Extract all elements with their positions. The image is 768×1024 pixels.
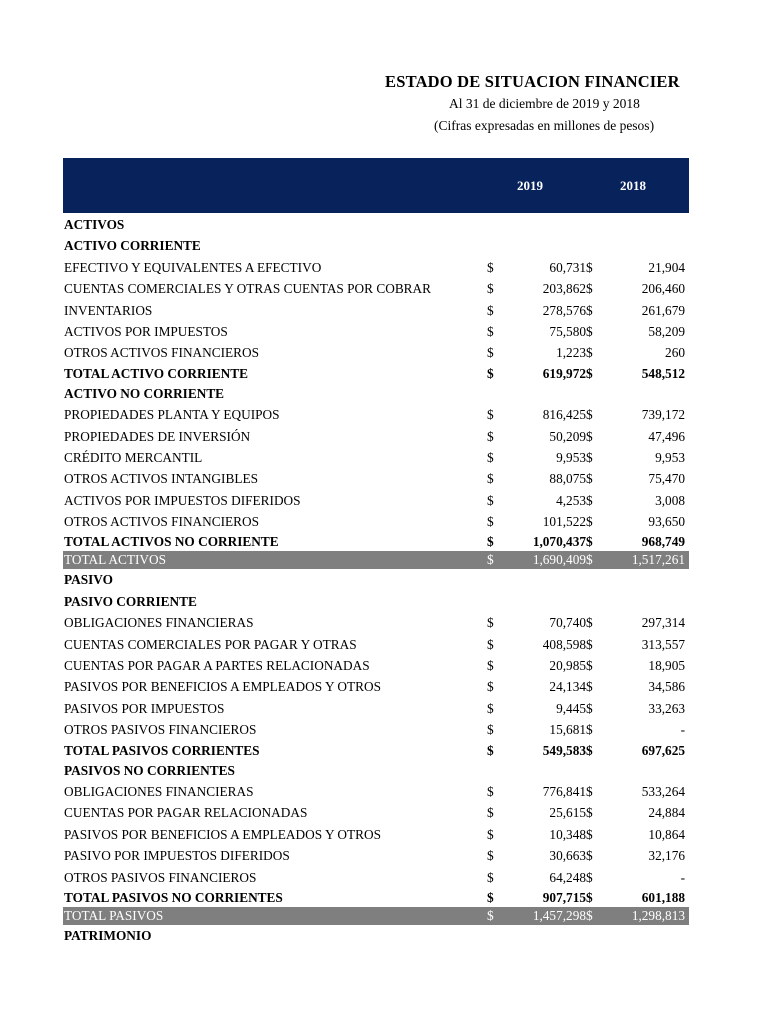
row-label: EFECTIVO Y EQUIVALENTES A EFECTIVO bbox=[64, 259, 322, 275]
row-label: PASIVO POR IMPUESTOS DIFERIDOS bbox=[64, 848, 290, 864]
table-row bbox=[63, 321, 689, 342]
balance-sheet-table bbox=[63, 214, 689, 946]
value-2019: 549,583 bbox=[542, 742, 586, 758]
value-2019: 907,715 bbox=[542, 889, 586, 905]
currency-symbol: $ bbox=[487, 281, 494, 297]
currency-symbol: $ bbox=[586, 514, 593, 530]
row-label: PASIVOS POR IMPUESTOS bbox=[64, 700, 225, 716]
currency-symbol: $ bbox=[586, 889, 593, 905]
value-2019: 10,348 bbox=[549, 826, 586, 842]
value-2018: 10,864 bbox=[648, 826, 685, 842]
document-units: (Cifras expresadas en millones de pesos) bbox=[434, 118, 655, 133]
row-label: OTROS ACTIVOS FINANCIEROS bbox=[64, 345, 260, 361]
currency-symbol: $ bbox=[586, 449, 593, 465]
currency-symbol: $ bbox=[586, 636, 593, 652]
row-label: OBLIGACIONES FINANCIERAS bbox=[64, 615, 254, 631]
currency-symbol: $ bbox=[487, 679, 494, 695]
row-label: OBLIGACIONES FINANCIERAS bbox=[64, 783, 254, 799]
row-label: PASIVO CORRIENTE bbox=[64, 593, 197, 609]
row-label: TOTAL PASIVOS CORRIENTES bbox=[64, 742, 260, 758]
table-row bbox=[63, 569, 689, 590]
table-row bbox=[63, 447, 689, 468]
table-header-bar bbox=[63, 158, 689, 213]
value-2018: 24,884 bbox=[648, 805, 685, 821]
table-row bbox=[63, 741, 689, 760]
row-label: PATRIMONIO bbox=[64, 927, 152, 943]
currency-symbol: $ bbox=[487, 534, 494, 550]
currency-symbol: $ bbox=[586, 805, 593, 821]
row-label: TOTAL ACTIVO CORRIENTE bbox=[64, 365, 248, 381]
value-2018: - bbox=[680, 722, 685, 738]
row-label: CUENTAS COMERCIALES POR PAGAR Y OTRAS bbox=[64, 636, 357, 652]
currency-symbol: $ bbox=[586, 679, 593, 695]
currency-symbol: $ bbox=[586, 365, 593, 381]
value-2018: 1,298,813 bbox=[631, 907, 685, 923]
currency-symbol: $ bbox=[487, 259, 494, 275]
table-row bbox=[63, 300, 689, 321]
currency-symbol: $ bbox=[586, 826, 593, 842]
currency-symbol: $ bbox=[487, 514, 494, 530]
table-row bbox=[63, 278, 689, 299]
currency-symbol: $ bbox=[586, 302, 593, 318]
currency-symbol: $ bbox=[487, 302, 494, 318]
table-row bbox=[63, 214, 689, 235]
currency-symbol: $ bbox=[487, 805, 494, 821]
table-row bbox=[63, 781, 689, 802]
value-2018: 697,625 bbox=[641, 742, 685, 758]
value-2018: 313,557 bbox=[641, 636, 685, 652]
value-2018: 297,314 bbox=[641, 615, 685, 631]
currency-symbol: $ bbox=[487, 471, 494, 487]
currency-symbol: $ bbox=[586, 869, 593, 885]
table-row bbox=[63, 364, 689, 383]
table-row bbox=[63, 925, 689, 946]
value-2019: 9,445 bbox=[556, 700, 586, 716]
table-row bbox=[63, 824, 689, 845]
row-label: PASIVOS POR BENEFICIOS A EMPLEADOS Y OTROS bbox=[64, 679, 381, 695]
value-2018: 58,209 bbox=[648, 323, 685, 339]
row-label: CRÉDITO MERCANTIL bbox=[64, 449, 203, 465]
currency-symbol: $ bbox=[487, 700, 494, 716]
value-2018: 32,176 bbox=[648, 848, 685, 864]
table-row bbox=[63, 235, 689, 256]
table-row bbox=[63, 719, 689, 740]
table-row bbox=[63, 634, 689, 655]
value-2019: 60,731 bbox=[549, 259, 586, 275]
value-2018: 968,749 bbox=[641, 534, 685, 550]
currency-symbol: $ bbox=[586, 658, 593, 674]
value-2018: 548,512 bbox=[641, 365, 685, 381]
table-row bbox=[63, 532, 689, 551]
row-label: OTROS PASIVOS FINANCIEROS bbox=[64, 869, 257, 885]
value-2019: 24,134 bbox=[549, 679, 586, 695]
currency-symbol: $ bbox=[586, 783, 593, 799]
value-2018: 261,679 bbox=[641, 302, 685, 318]
value-2019: 20,985 bbox=[549, 658, 586, 674]
row-label: PASIVOS POR BENEFICIOS A EMPLEADOS Y OTROS bbox=[64, 826, 381, 842]
currency-symbol: $ bbox=[487, 636, 494, 652]
row-label: INVENTARIOS bbox=[64, 302, 153, 318]
value-2019: 1,457,298 bbox=[532, 907, 586, 923]
value-2019: 776,841 bbox=[542, 783, 586, 799]
table-row bbox=[63, 551, 689, 569]
value-2018: 34,586 bbox=[648, 679, 685, 695]
value-2019: 70,740 bbox=[549, 615, 586, 631]
currency-symbol: $ bbox=[586, 407, 593, 423]
table-row bbox=[63, 676, 689, 697]
value-2018: 47,496 bbox=[648, 428, 685, 444]
table-row bbox=[63, 383, 689, 404]
row-label: ACTIVO NO CORRIENTE bbox=[64, 385, 225, 401]
value-2019: 9,953 bbox=[556, 449, 586, 465]
value-2018: 21,904 bbox=[648, 259, 685, 275]
value-2019: 15,681 bbox=[549, 722, 586, 738]
value-2018: 3,008 bbox=[655, 492, 685, 508]
row-label: PASIVO bbox=[64, 572, 113, 588]
table-row bbox=[63, 257, 689, 278]
value-2019: 30,663 bbox=[549, 848, 586, 864]
table-row bbox=[63, 404, 689, 425]
table-row bbox=[63, 490, 689, 511]
value-2019: 4,253 bbox=[556, 492, 586, 508]
value-2019: 101,522 bbox=[542, 514, 586, 530]
value-2019: 64,248 bbox=[549, 869, 586, 885]
table-row bbox=[63, 342, 689, 363]
currency-symbol: $ bbox=[487, 826, 494, 842]
table-row bbox=[63, 845, 689, 866]
currency-symbol: $ bbox=[586, 742, 593, 758]
currency-symbol: $ bbox=[487, 428, 494, 444]
row-label: PROPIEDADES PLANTA Y EQUIPOS bbox=[64, 407, 280, 423]
currency-symbol: $ bbox=[586, 428, 593, 444]
row-label: OTROS PASIVOS FINANCIEROS bbox=[64, 722, 257, 738]
value-2018: - bbox=[680, 869, 685, 885]
currency-symbol: $ bbox=[487, 742, 494, 758]
row-label: TOTAL ACTIVOS NO CORRIENTE bbox=[64, 534, 279, 550]
value-2019: 816,425 bbox=[542, 407, 586, 423]
table-row bbox=[63, 612, 689, 633]
currency-symbol: $ bbox=[487, 449, 494, 465]
value-2019: 203,862 bbox=[542, 281, 586, 297]
currency-symbol: $ bbox=[586, 907, 593, 923]
value-2018: 260 bbox=[665, 345, 685, 361]
row-label: CUENTAS COMERCIALES Y OTRAS CUENTAS POR COBRAR bbox=[64, 281, 432, 297]
currency-symbol: $ bbox=[487, 552, 494, 568]
currency-symbol: $ bbox=[586, 552, 593, 568]
currency-symbol: $ bbox=[586, 471, 593, 487]
row-label: CUENTAS POR PAGAR RELACIONADAS bbox=[64, 805, 308, 821]
currency-symbol: $ bbox=[487, 869, 494, 885]
table-row bbox=[63, 591, 689, 612]
table-row bbox=[63, 760, 689, 781]
row-label: PASIVOS NO CORRIENTES bbox=[64, 762, 235, 778]
currency-symbol: $ bbox=[487, 783, 494, 799]
row-label: OTROS ACTIVOS INTANGIBLES bbox=[64, 471, 258, 487]
table-row bbox=[63, 468, 689, 489]
value-2018: 533,264 bbox=[641, 783, 685, 799]
value-2019: 50,209 bbox=[549, 428, 586, 444]
row-label: TOTAL PASIVOS NO CORRIENTES bbox=[64, 889, 283, 905]
table-row bbox=[63, 511, 689, 532]
currency-symbol: $ bbox=[487, 658, 494, 674]
value-2018: 93,650 bbox=[648, 514, 685, 530]
value-2019: 88,075 bbox=[549, 471, 586, 487]
value-2018: 1,517,261 bbox=[631, 552, 685, 568]
row-label: CUENTAS POR PAGAR A PARTES RELACIONADAS bbox=[64, 658, 370, 674]
table-row bbox=[63, 655, 689, 676]
value-2018: 9,953 bbox=[655, 449, 685, 465]
table-row bbox=[63, 888, 689, 907]
table-row bbox=[63, 426, 689, 447]
value-2019: 1,690,409 bbox=[532, 552, 586, 568]
row-label: TOTAL ACTIVOS bbox=[64, 552, 166, 568]
value-2018: 75,470 bbox=[648, 471, 685, 487]
value-2018: 601,188 bbox=[641, 889, 685, 905]
currency-symbol: $ bbox=[586, 345, 593, 361]
value-2018: 33,263 bbox=[648, 700, 685, 716]
value-2019: 1,223 bbox=[556, 345, 586, 361]
currency-symbol: $ bbox=[487, 323, 494, 339]
currency-symbol: $ bbox=[487, 407, 494, 423]
currency-symbol: $ bbox=[487, 889, 494, 905]
value-2019: 408,598 bbox=[542, 636, 586, 652]
currency-symbol: $ bbox=[487, 365, 494, 381]
currency-symbol: $ bbox=[586, 281, 593, 297]
currency-symbol: $ bbox=[487, 848, 494, 864]
currency-symbol: $ bbox=[586, 534, 593, 550]
document-title: ESTADO DE SITUACION FINANCIER bbox=[385, 72, 680, 91]
value-2018: 206,460 bbox=[641, 281, 685, 297]
value-2019: 278,576 bbox=[542, 302, 586, 318]
row-label: PROPIEDADES DE INVERSIÓN bbox=[64, 428, 251, 444]
currency-symbol: $ bbox=[487, 345, 494, 361]
document-date: Al 31 de diciembre de 2019 y 2018 bbox=[449, 96, 640, 111]
row-label: OTROS ACTIVOS FINANCIEROS bbox=[64, 514, 260, 530]
currency-symbol: $ bbox=[487, 722, 494, 738]
value-2019: 75,580 bbox=[549, 323, 586, 339]
table-row bbox=[63, 907, 689, 925]
currency-symbol: $ bbox=[586, 848, 593, 864]
row-label: ACTIVOS bbox=[64, 217, 125, 232]
currency-symbol: $ bbox=[586, 722, 593, 738]
currency-symbol: $ bbox=[586, 323, 593, 339]
currency-symbol: $ bbox=[487, 615, 494, 631]
row-label: ACTIVOS POR IMPUESTOS bbox=[64, 323, 228, 339]
column-header-2018: 2018 bbox=[620, 178, 646, 193]
table-row bbox=[63, 802, 689, 823]
table-row bbox=[63, 698, 689, 719]
table-row bbox=[63, 867, 689, 888]
column-header-2019: 2019 bbox=[517, 178, 543, 193]
currency-symbol: $ bbox=[487, 907, 494, 923]
row-label: ACTIVOS POR IMPUESTOS DIFERIDOS bbox=[64, 492, 301, 508]
currency-symbol: $ bbox=[586, 492, 593, 508]
currency-symbol: $ bbox=[586, 700, 593, 716]
value-2019: 1,070,437 bbox=[532, 534, 586, 550]
currency-symbol: $ bbox=[586, 259, 593, 275]
row-label: ACTIVO CORRIENTE bbox=[64, 238, 201, 254]
value-2018: 739,172 bbox=[641, 407, 685, 423]
value-2019: 619,972 bbox=[542, 365, 586, 381]
currency-symbol: $ bbox=[487, 492, 494, 508]
value-2018: 18,905 bbox=[648, 658, 685, 674]
row-label: TOTAL PASIVOS bbox=[64, 907, 164, 923]
currency-symbol: $ bbox=[586, 615, 593, 631]
value-2019: 25,615 bbox=[549, 805, 586, 821]
